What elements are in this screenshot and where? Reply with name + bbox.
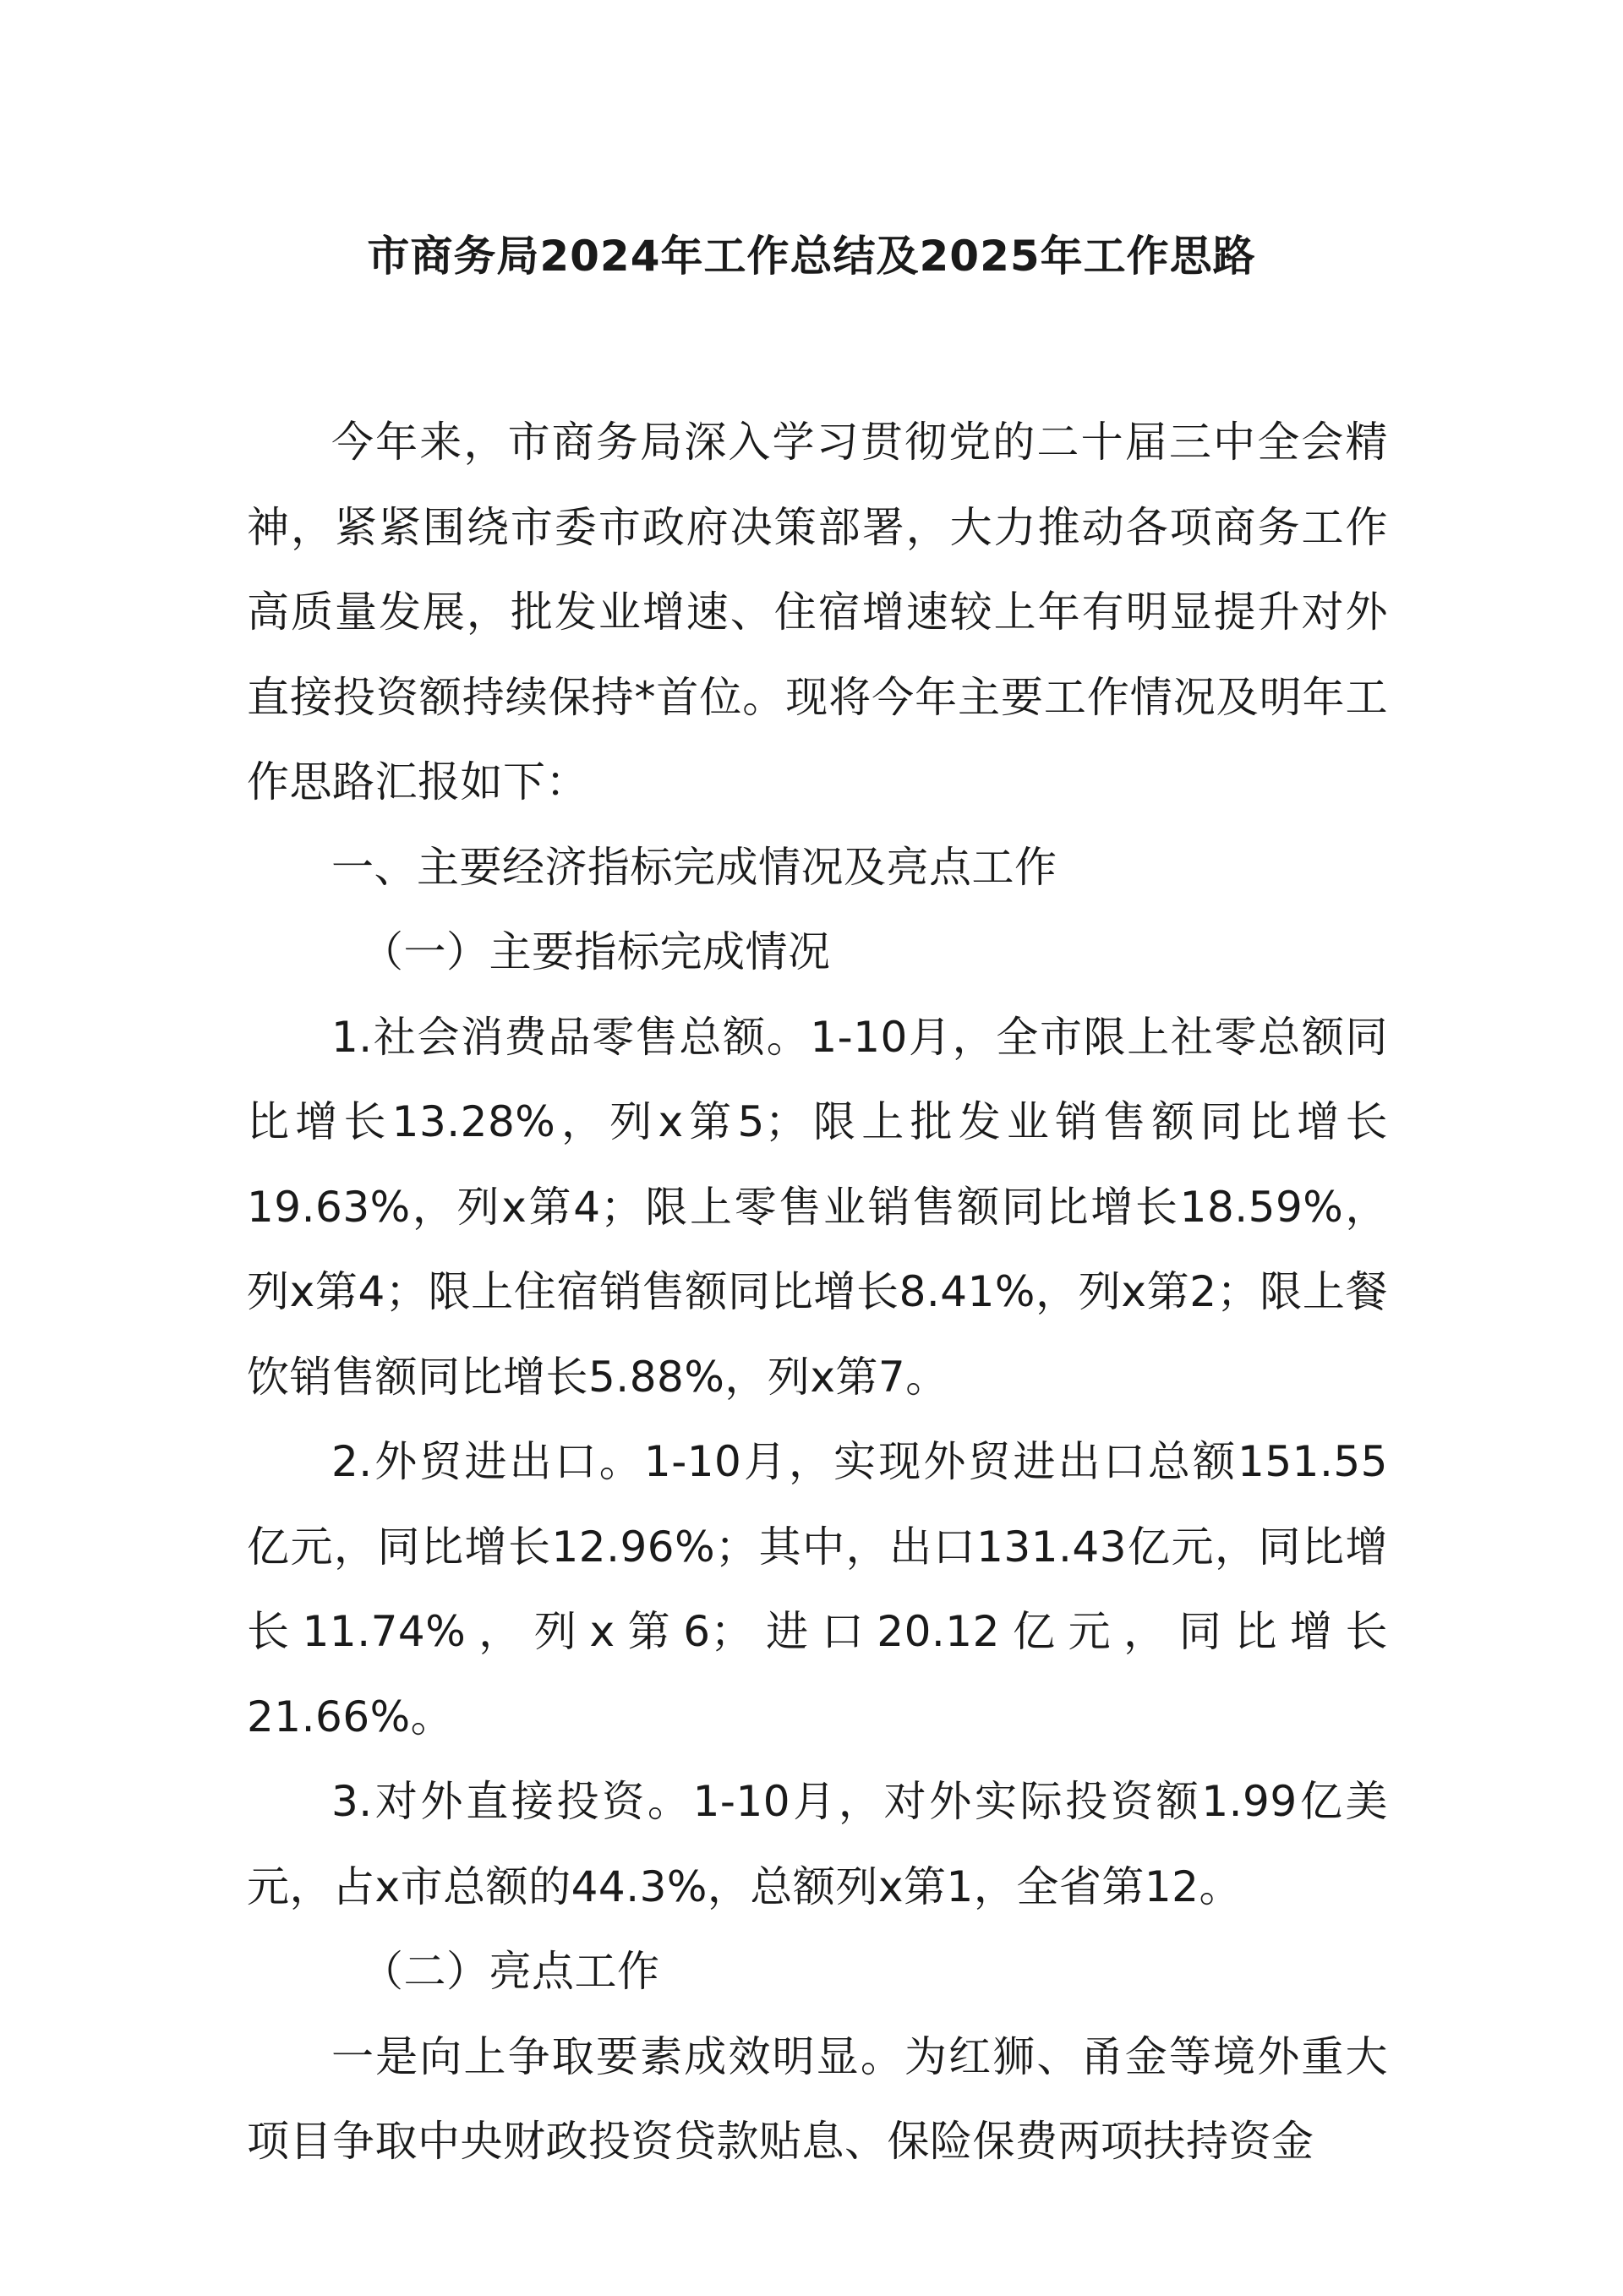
highlight-paragraph-1: 一是向上争取要素成效明显。为红狮、甬金等境外重大项目争取中央财政投资贷款贴息、保险保费两项扶持资金	[247, 2031, 1388, 2166]
section-heading-1: 一、主要经济指标完成情况及亮点工作	[331, 842, 1057, 892]
intro-paragraph: 今年来，市商务局深入学习贯彻党的二十届三中全会精神，紧紧围绕市委市政府决策部署，大力推动各项商务工作高质量发展，批发业增速、住宿增速较上年有明显提升对外直接投资额持续保持*首位。现将今年主要工作情况及明年工作思路汇报如下：	[247, 418, 1388, 806]
document-title: 市商务局2024年工作总结及2025年工作思路	[367, 232, 1256, 281]
foreign-trade-paragraph: 2.外贸进出口。1-10月，实现外贸进出口总额151.55亿元，同比增长12.96%；其中，出口131.43亿元，同比增长11.74%，列x第6；进口20.12亿元，同比增长21.66%。	[247, 1437, 1388, 1741]
document-body	[247, 400, 1388, 2184]
subsection-heading-2: （二）亮点工作	[361, 1947, 660, 1996]
outbound-investment-paragraph: 3.对外直接投资。1-10月，对外实际投资额1.99亿美元，占x市总额的44.3%，总额列x第1，全省第12。	[247, 1777, 1388, 1911]
subsection-heading-1: （一）主要指标完成情况	[361, 927, 831, 976]
retail-sales-paragraph: 1.社会消费品零售总额。1-10月，全市限上社零总额同比增长13.28%，列x第5；限上批发业销售额同比增长19.63%，列x第4；限上零售业销售额同比增长18.59%，列x第4；限上住宿销售额同比增长8.41%，列x第2；限上餐饮销售额同比增长5.88%，列x第7。	[247, 1012, 1388, 1402]
